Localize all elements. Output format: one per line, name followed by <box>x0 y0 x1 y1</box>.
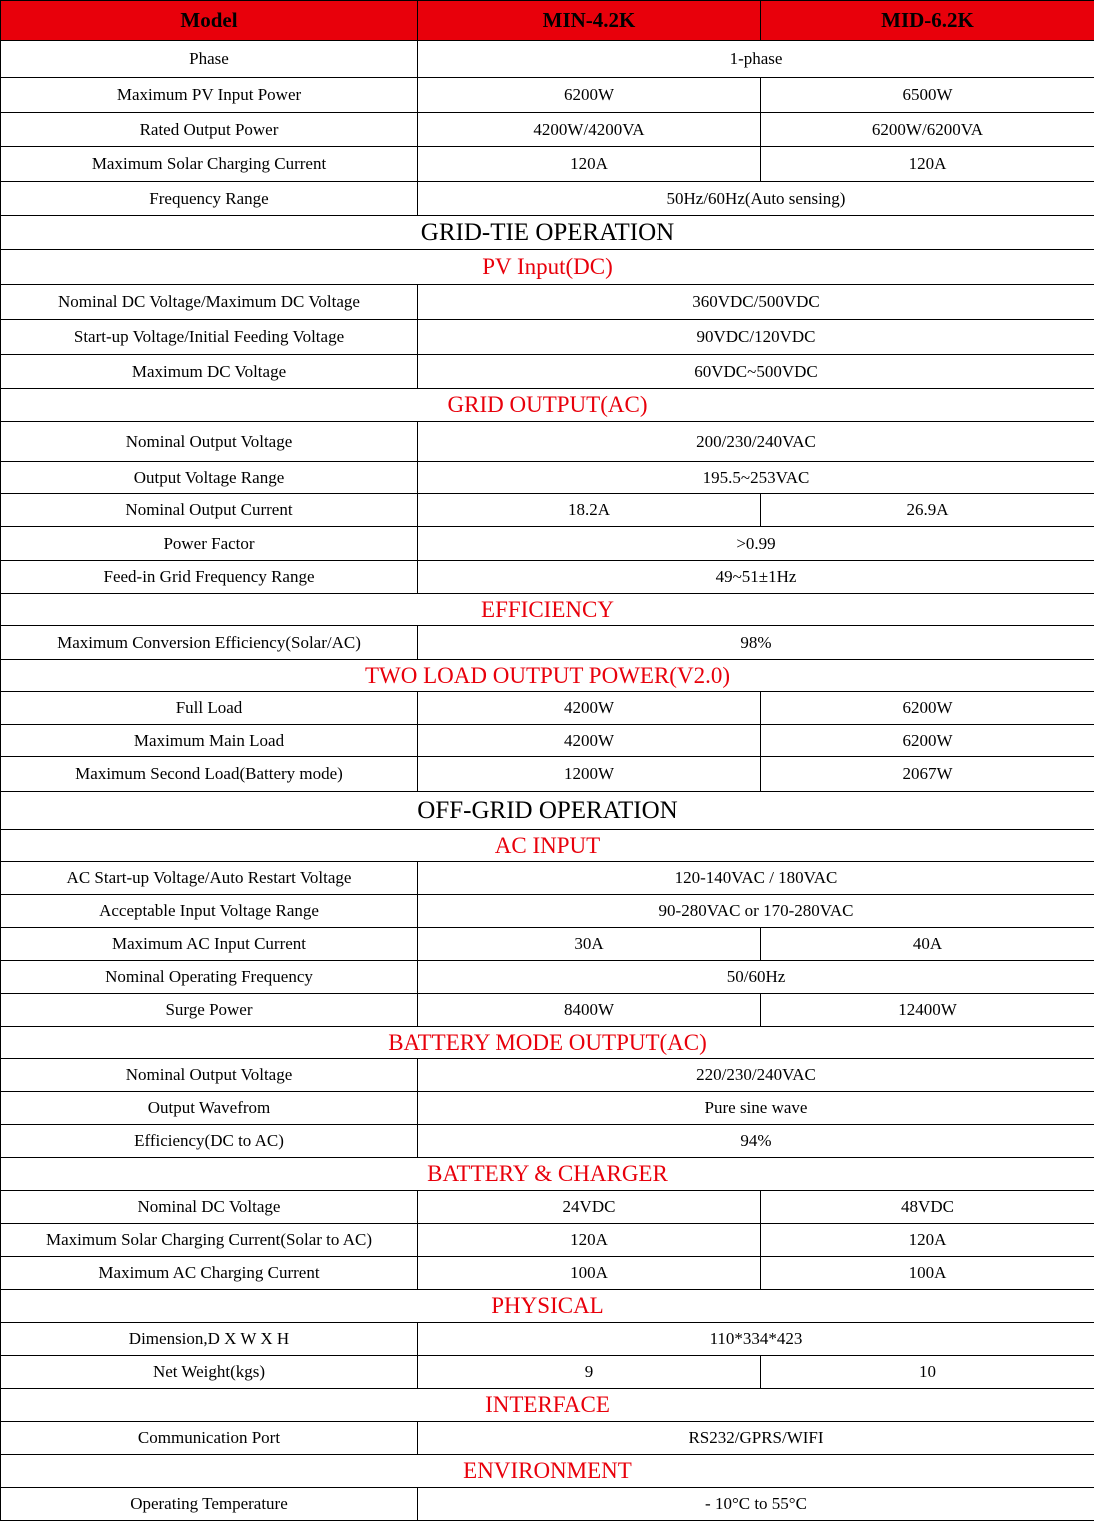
table-row <box>1 561 1094 594</box>
spec-value-min-4-2k: 9 <box>418 1356 761 1389</box>
spec-value-min-4-2k: 120A <box>418 1224 761 1257</box>
table-row <box>1 527 1094 561</box>
subsection-title: EFFICIENCY <box>1 594 1094 626</box>
spec-label: Nominal Output Voltage <box>1 1059 418 1092</box>
subsection-header-row <box>1 1027 1094 1059</box>
subsection-title: ENVIRONMENT <box>1 1455 1094 1488</box>
spec-value-mid-6-2k: 12400W <box>761 994 1094 1027</box>
header-col-a: MIN-4.2K <box>418 1 761 41</box>
spec-label: Nominal Operating Frequency <box>1 961 418 994</box>
subsection-header-row <box>1 1389 1094 1422</box>
subsection-title: TWO LOAD OUTPUT POWER(V2.0) <box>1 660 1094 692</box>
table-row <box>1 147 1094 182</box>
spec-label: Nominal DC Voltage/Maximum DC Voltage <box>1 285 418 320</box>
table-row <box>1 1323 1094 1356</box>
spec-value-shared: 49~51±1Hz <box>418 561 1094 594</box>
spec-value-shared: 94% <box>418 1125 1094 1158</box>
table-row <box>1 1422 1094 1455</box>
spec-label: Surge Power <box>1 994 418 1027</box>
table-row <box>1 422 1094 462</box>
spec-label: Operating Temperature <box>1 1488 418 1521</box>
table-row <box>1 757 1094 792</box>
table-row <box>1 78 1094 113</box>
table-row <box>1 355 1094 389</box>
subsection-title: GRID OUTPUT(AC) <box>1 389 1094 422</box>
spec-value-min-4-2k: 18.2A <box>418 494 761 527</box>
spec-value-mid-6-2k: 120A <box>761 1224 1094 1257</box>
spec-label: Start-up Voltage/Initial Feeding Voltage <box>1 320 418 355</box>
spec-value-shared: 360VDC/500VDC <box>418 285 1094 320</box>
spec-value-min-4-2k: 1200W <box>418 757 761 792</box>
spec-label: Maximum Solar Charging Current(Solar to AC) <box>1 1224 418 1257</box>
table-row <box>1 1257 1094 1290</box>
table-row <box>1 862 1094 895</box>
spec-label: Maximum Main Load <box>1 725 418 757</box>
spec-label: Full Load <box>1 692 418 725</box>
spec-value-shared: 120-140VAC / 180VAC <box>418 862 1094 895</box>
spec-label: Nominal DC Voltage <box>1 1191 418 1224</box>
spec-value-min-4-2k: 6200W <box>418 78 761 113</box>
spec-value-shared: 50Hz/60Hz(Auto sensing) <box>418 182 1094 216</box>
spec-label: Maximum AC Input Current <box>1 928 418 961</box>
subsection-title: INTERFACE <box>1 1389 1094 1422</box>
header-model: Model <box>1 1 418 41</box>
spec-value-min-4-2k: 24VDC <box>418 1191 761 1224</box>
spec-label: Maximum Second Load(Battery mode) <box>1 757 418 792</box>
spec-value-shared: 110*334*423 <box>418 1323 1094 1356</box>
spec-value-shared: >0.99 <box>418 527 1094 561</box>
spec-label: Nominal Output Voltage <box>1 422 418 462</box>
spec-label: Feed-in Grid Frequency Range <box>1 561 418 594</box>
spec-label: Maximum AC Charging Current <box>1 1257 418 1290</box>
table-row <box>1 1191 1094 1224</box>
table-row <box>1 285 1094 320</box>
subsection-title: BATTERY & CHARGER <box>1 1158 1094 1191</box>
subsection-title: PHYSICAL <box>1 1290 1094 1323</box>
table-row <box>1 1059 1094 1092</box>
spec-value-shared: RS232/GPRS/WIFI <box>418 1422 1094 1455</box>
table-row <box>1 928 1094 961</box>
spec-label: Maximum PV Input Power <box>1 78 418 113</box>
subsection-header-row <box>1 1290 1094 1323</box>
spec-value-mid-6-2k: 26.9A <box>761 494 1094 527</box>
spec-value-min-4-2k: 30A <box>418 928 761 961</box>
table-row <box>1 182 1094 216</box>
table-row <box>1 1224 1094 1257</box>
spec-value-shared: 1-phase <box>418 41 1094 78</box>
section-header-row <box>1 216 1094 250</box>
spec-label: Efficiency(DC to AC) <box>1 1125 418 1158</box>
spec-value-mid-6-2k: 10 <box>761 1356 1094 1389</box>
spec-value-shared: 60VDC~500VDC <box>418 355 1094 389</box>
spec-value-shared: Pure sine wave <box>418 1092 1094 1125</box>
section-header-row <box>1 792 1094 830</box>
section-title: OFF-GRID OPERATION <box>1 792 1094 830</box>
spec-value-shared: 195.5~253VAC <box>418 462 1094 494</box>
spec-value-mid-6-2k: 120A <box>761 147 1094 182</box>
spec-label: Maximum Solar Charging Current <box>1 147 418 182</box>
spec-label: Dimension,D X W X H <box>1 1323 418 1356</box>
subsection-header-row <box>1 1455 1094 1488</box>
subsection-header-row <box>1 830 1094 862</box>
subsection-header-row <box>1 250 1094 285</box>
section-title: GRID-TIE OPERATION <box>1 216 1094 250</box>
spec-value-shared: 50/60Hz <box>418 961 1094 994</box>
spec-value-mid-6-2k: 48VDC <box>761 1191 1094 1224</box>
table-row <box>1 895 1094 928</box>
table-row <box>1 1092 1094 1125</box>
spec-label: Rated Output Power <box>1 113 418 147</box>
spec-label: Output Voltage Range <box>1 462 418 494</box>
spec-value-min-4-2k: 4200W/4200VA <box>418 113 761 147</box>
spec-value-min-4-2k: 120A <box>418 147 761 182</box>
spec-label: Maximum DC Voltage <box>1 355 418 389</box>
spec-value-mid-6-2k: 40A <box>761 928 1094 961</box>
spec-value-mid-6-2k: 6200W <box>761 692 1094 725</box>
spec-label: Net Weight(kgs) <box>1 1356 418 1389</box>
table-row <box>1 1125 1094 1158</box>
spec-value-min-4-2k: 100A <box>418 1257 761 1290</box>
spec-value-mid-6-2k: 2067W <box>761 757 1094 792</box>
spec-value-mid-6-2k: 6200W <box>761 725 1094 757</box>
spec-value-shared: 98% <box>418 626 1094 660</box>
table-row <box>1 994 1094 1027</box>
spec-label: Maximum Conversion Efficiency(Solar/AC) <box>1 626 418 660</box>
spec-value-shared: 90VDC/120VDC <box>418 320 1094 355</box>
spec-label: Power Factor <box>1 527 418 561</box>
spec-value-shared: - 10°C to 55°C <box>418 1488 1094 1521</box>
table-row <box>1 692 1094 725</box>
subsection-header-row <box>1 594 1094 626</box>
spec-value-mid-6-2k: 100A <box>761 1257 1094 1290</box>
header-col-b: MID-6.2K <box>761 1 1094 41</box>
subsection-header-row <box>1 389 1094 422</box>
spec-label: Communication Port <box>1 1422 418 1455</box>
spec-label: AC Start-up Voltage/Auto Restart Voltage <box>1 862 418 895</box>
table-row <box>1 113 1094 147</box>
table-row <box>1 462 1094 494</box>
spec-label: Phase <box>1 41 418 78</box>
spec-value-shared: 90-280VAC or 170-280VAC <box>418 895 1094 928</box>
spec-value-mid-6-2k: 6500W <box>761 78 1094 113</box>
spec-value-mid-6-2k: 6200W/6200VA <box>761 113 1094 147</box>
spec-value-min-4-2k: 4200W <box>418 692 761 725</box>
subsection-header-row <box>1 660 1094 692</box>
spec-label: Frequency Range <box>1 182 418 216</box>
table-row <box>1 320 1094 355</box>
subsection-title: BATTERY MODE OUTPUT(AC) <box>1 1027 1094 1059</box>
table-row <box>1 41 1094 78</box>
spec-label: Nominal Output Current <box>1 494 418 527</box>
spec-label: Acceptable Input Voltage Range <box>1 895 418 928</box>
table-row <box>1 1356 1094 1389</box>
spec-value-shared: 220/230/240VAC <box>418 1059 1094 1092</box>
table-row <box>1 725 1094 757</box>
header-row <box>1 1 1094 41</box>
spec-body <box>1 41 1094 1521</box>
spec-value-min-4-2k: 8400W <box>418 994 761 1027</box>
table-row <box>1 961 1094 994</box>
spec-value-min-4-2k: 4200W <box>418 725 761 757</box>
subsection-title: AC INPUT <box>1 830 1094 862</box>
spec-label: Output Wavefrom <box>1 1092 418 1125</box>
table-row <box>1 1488 1094 1521</box>
spec-value-shared: 200/230/240VAC <box>418 422 1094 462</box>
subsection-header-row <box>1 1158 1094 1191</box>
subsection-title: PV Input(DC) <box>1 250 1094 285</box>
table-row <box>1 626 1094 660</box>
table-row <box>1 494 1094 527</box>
